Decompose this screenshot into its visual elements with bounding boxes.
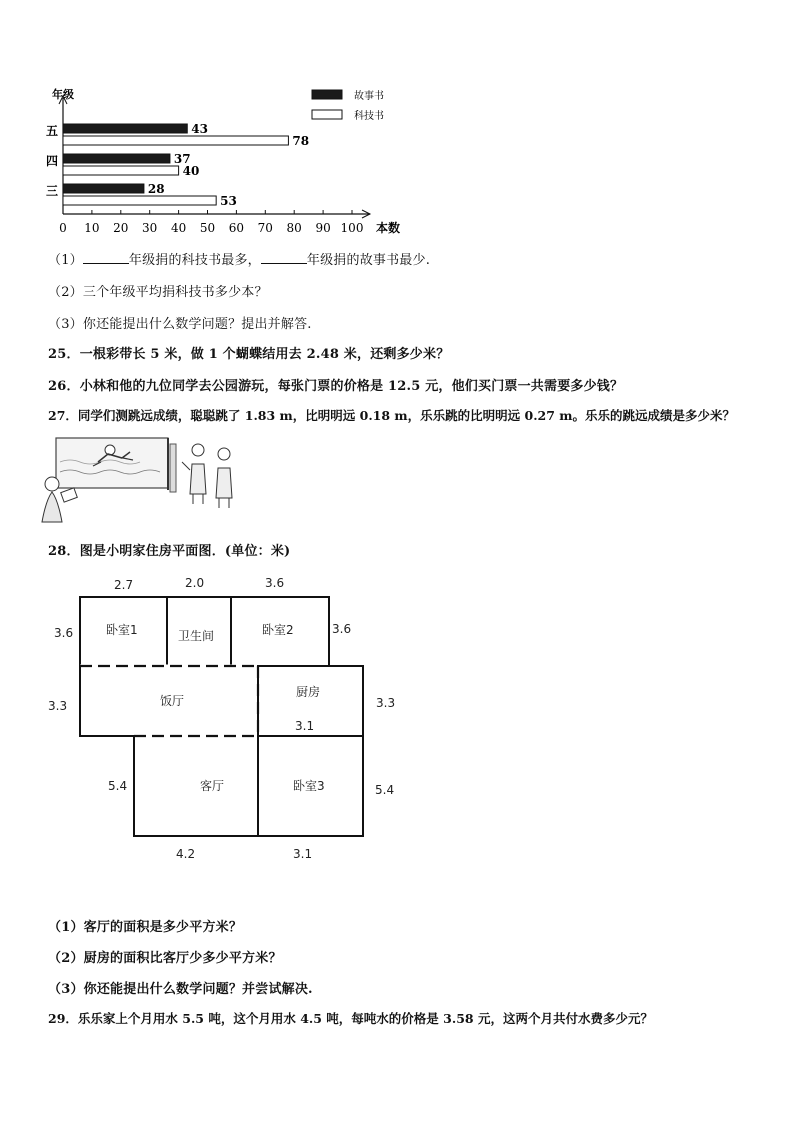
chart-legend bbox=[312, 89, 384, 122]
bar-science-books bbox=[63, 166, 179, 175]
answer-blank[interactable] bbox=[261, 251, 307, 264]
x-tick-label: 20 bbox=[113, 221, 129, 235]
book-donation-chart bbox=[40, 84, 440, 244]
bar-story-books bbox=[63, 124, 187, 133]
label-dining: 饭厅 bbox=[160, 694, 185, 708]
q27: 27．同学们测跳远成绩，聪聪跳了 1.83 m，比明明远 0.18 m，乐乐跳的比明明远 0.27 m。乐乐的跳远成绩是多少米？ bbox=[48, 408, 736, 423]
bar-value-label: 53 bbox=[220, 194, 237, 208]
dim-left-top: 3.6 bbox=[54, 626, 74, 640]
dim-kitchen-bottom: 3.1 bbox=[295, 719, 315, 733]
dim-top-2: 2.0 bbox=[185, 576, 205, 590]
answer-blank[interactable] bbox=[83, 251, 129, 264]
legend-swatch-story bbox=[312, 90, 342, 99]
legend-label-story: 故事书 bbox=[354, 91, 384, 102]
dim-bottom-2: 3.1 bbox=[293, 847, 313, 861]
x-tick-label: 100 bbox=[340, 221, 364, 235]
x-tick-label: 30 bbox=[142, 221, 158, 235]
bar-value-label: 28 bbox=[147, 182, 165, 196]
label-kitchen: 厨房 bbox=[296, 685, 321, 699]
bar-story-books bbox=[63, 154, 170, 163]
bar-story-books bbox=[63, 184, 144, 193]
q24-part2: （2）三个年级平均捐科技书多少本？ bbox=[48, 285, 268, 300]
x-tick-label: 60 bbox=[228, 221, 245, 235]
q28-part1: （1）客厅的面积是多少平方米？ bbox=[48, 920, 243, 935]
label-bedroom3: 卧室3 bbox=[293, 779, 325, 793]
bar-value-label: 40 bbox=[182, 164, 200, 178]
dim-right-mid: 3.3 bbox=[376, 696, 396, 710]
dim-top-1: 2.7 bbox=[114, 578, 134, 592]
bar-science-books bbox=[63, 196, 216, 205]
q24-part1-suffix: 年级捐的故事书最少. bbox=[306, 253, 431, 268]
chart-ylabel: 年级 bbox=[52, 88, 74, 101]
bar-science-books bbox=[63, 136, 288, 145]
q24-part1-prefix: （1） bbox=[48, 253, 83, 268]
q28: 28．图是小明家住房平面图．(单位：米) bbox=[48, 544, 291, 559]
category-label: 五 bbox=[46, 124, 59, 138]
legend-label-science: 科技书 bbox=[354, 111, 384, 122]
q25: 25．一根彩带长 5 米，做 1 个蝴蝶结用去 2.48 米，还剩多少米？ bbox=[48, 347, 450, 362]
bar-value-label: 43 bbox=[191, 122, 208, 136]
label-living: 客厅 bbox=[200, 779, 225, 793]
q28-part2: （2）厨房的面积比客厅少多少平方米？ bbox=[48, 951, 282, 966]
q28-part3: （3）你还能提出什么数学问题？并尝试解决. bbox=[48, 982, 313, 997]
category-label: 四 bbox=[46, 154, 59, 168]
dim-left-mid: 3.3 bbox=[48, 699, 68, 713]
dim-right-top: 3.6 bbox=[332, 622, 352, 636]
dim-left-bottom: 5.4 bbox=[108, 779, 128, 793]
q24-part1 bbox=[48, 249, 430, 268]
legend-swatch-science bbox=[312, 110, 342, 119]
q26: 26．小林和他的九位同学去公园游玩，每张门票的价格是 12.5 元，他们买门票一共需要多少钱？ bbox=[48, 379, 624, 394]
x-tick-label: 90 bbox=[315, 221, 331, 235]
long-jump-illustration bbox=[38, 432, 248, 524]
room-living bbox=[134, 736, 258, 836]
bar-value-label: 78 bbox=[292, 134, 310, 148]
label-bedroom1: 卧室1 bbox=[106, 623, 138, 637]
x-tick-label: 70 bbox=[257, 221, 273, 235]
category-label: 三 bbox=[46, 184, 59, 198]
bar-value-label: 37 bbox=[173, 152, 191, 166]
label-bedroom2: 卧室2 bbox=[262, 623, 294, 637]
x-tick-label: 10 bbox=[84, 221, 100, 235]
dim-right-bottom: 5.4 bbox=[375, 783, 395, 797]
dim-top-3: 3.6 bbox=[265, 576, 285, 590]
x-tick-label: 0 bbox=[59, 221, 67, 235]
x-tick-label: 80 bbox=[286, 221, 302, 235]
q24-part3: （3）你还能提出什么数学问题？提出并解答. bbox=[48, 317, 312, 332]
q29: 29．乐乐家上个月用水 5.5 吨，这个月用水 4.5 吨，每吨水的价格是 3.58 元，这两个月共付水费多少元？ bbox=[48, 1011, 653, 1026]
x-tick-label: 40 bbox=[170, 221, 187, 235]
label-bathroom: 卫生间 bbox=[178, 629, 215, 643]
q24-part1-mid: 年级捐的科技书最多， bbox=[128, 253, 261, 268]
dim-bottom-1: 4.2 bbox=[176, 847, 196, 861]
x-tick-label: 50 bbox=[199, 221, 216, 235]
floor-plan bbox=[40, 570, 420, 870]
chart-xlabel: 本数 bbox=[376, 221, 401, 235]
